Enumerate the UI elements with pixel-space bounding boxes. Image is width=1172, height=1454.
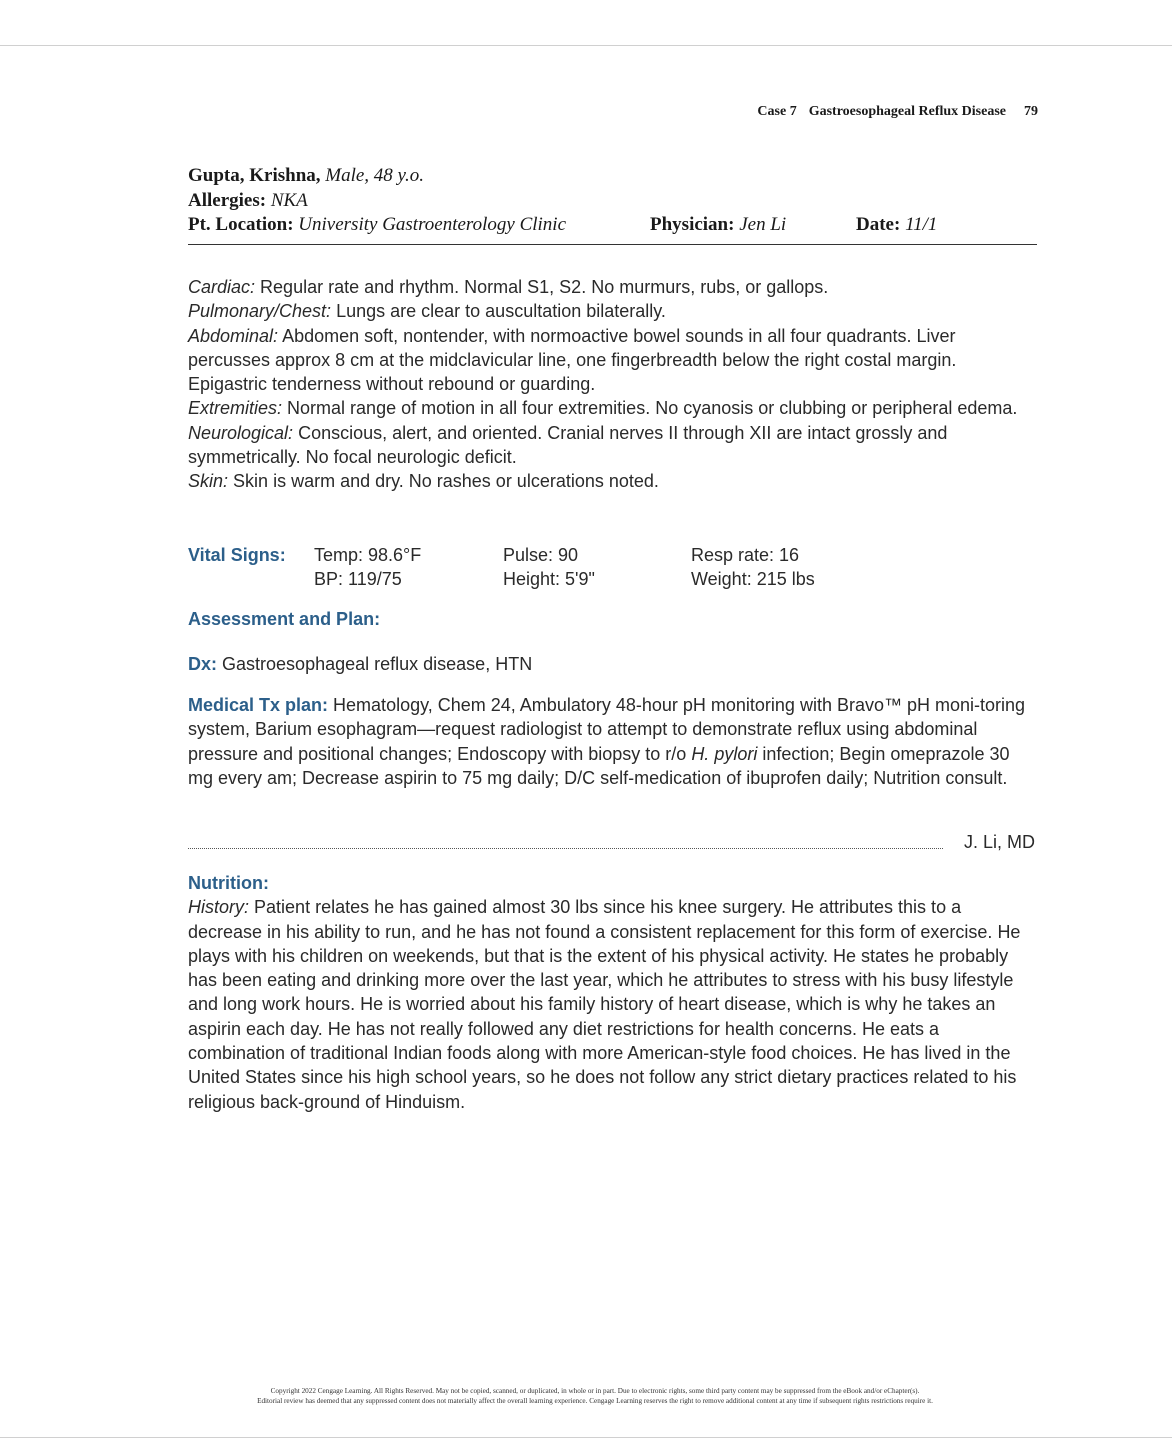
medical-tx-plan	[188, 693, 1038, 790]
exam-text: Lungs are clear to auscultation bilaterally.	[336, 301, 666, 322]
history-label: History:	[188, 897, 250, 918]
nutrition-section	[188, 871, 1038, 1114]
dx-label: Dx:	[188, 654, 218, 674]
history-text: Patient relates he has gained almost 30 lbs since his knee surgery. He attributes this to a decrease in his ability to run, and he has not found a consistent replacement for this form of exercise. He plays with his children on weekends, but that is the extent of his physical activity. He states he probably has been eating and drinking more over the last year, which he attributes to stress with his busy lifestyle and long work hours. He is worried about his family history of heart disease, which is why he takes an aspirin each day. He has not really followed any diet restrictions for health concerns. He eats a combination of traditional Indian foods along with more American-style food choices. He has lived in the United States since his high school years, so he does not follow any strict dietary practices related to his religious back-ground of Hinduism.	[188, 897, 1021, 1112]
exam-label: Skin:	[188, 471, 229, 492]
location-label: Pt. Location:	[188, 214, 294, 235]
vital-weight: Weight: 215 lbs	[691, 569, 815, 590]
patient-header	[188, 164, 1037, 238]
plan-text-1: Hematology, Chem 24, Ambulatory 48-hour pH monitoring with Bravo™ pH moni-toring system, Barium esophagram—request radiologist to attempt to demonstrate reflux using abdominal pressure and positional changes; Endoscopy with biopsy to r/o	[188, 695, 1026, 764]
location-value: University Gastroenterology Clinic	[298, 214, 567, 235]
location	[188, 213, 566, 238]
copyright-line-2: Editorial review has deemed that any suppressed content does not materially affect the overall learning experience. Cengage Learning reserves the right to remove additional content at any time if subsequent rights restrictions require it.	[257, 1397, 933, 1405]
vital-temp: Temp: 98.6°F	[314, 545, 422, 565]
date-label: Date:	[856, 214, 901, 235]
vital-pulse: Pulse: 90	[503, 545, 579, 565]
vital-height: Height: 5'9"	[503, 569, 595, 590]
signature-name: J. Li, MD	[963, 832, 1035, 852]
running-head	[745, 104, 1038, 120]
physician-value: Jen Li	[739, 214, 787, 235]
copyright-line-1: Copyright 2022 Cengage Learning. All Rights Reserved. May not be copied, scanned, or duplicated, in whole or in part. Due to electronic rights, some third party content may be suppressed from the eBook and/or eChapter(s).	[270, 1387, 920, 1395]
vital-bp: BP: 119/75	[314, 569, 402, 590]
physical-exam	[188, 275, 1038, 494]
case-number: Case 7	[757, 104, 797, 119]
location-physician-date-line	[188, 213, 1037, 238]
exam-label: Cardiac:	[188, 277, 256, 297]
allergies-label: Allergies:	[188, 189, 267, 211]
patient-sex-age: Male, 48 y.o.	[325, 165, 424, 186]
diagnosis	[188, 652, 1038, 676]
exam-text: Abdomen soft, nontender, with normoactive bowel sounds in all four quadrants. Liver percusses approx 8 cm at the midclavicular line, one fingerbreadth below the right costal margin. Epigastric tenderness without rebound or guarding.	[188, 325, 957, 395]
dotted-leader	[188, 848, 943, 849]
exam-text: Conscious, alert, and oriented. Cranial nerves II through XII are intact grossly and symmetrically. No focal neurologic deficit.	[188, 422, 948, 468]
exam-label: Extremities:	[188, 398, 283, 419]
assessment-heading: Assessment and Plan:	[188, 609, 381, 629]
copyright-notice	[170, 1386, 1020, 1406]
date-value: 11/1	[905, 214, 938, 235]
exam-text: Regular rate and rhythm. Normal S1, S2. No murmurs, rubs, or gallops.	[260, 277, 829, 297]
exam-label: Pulmonary/Chest:	[188, 301, 332, 322]
plan-label: Medical Tx plan:	[188, 695, 329, 715]
date	[856, 213, 937, 238]
patient-name-line	[188, 164, 1037, 189]
plan-text-2: infection; Begin omeprazole 30 mg every am; Decrease aspirin to 75 mg daily; D/C self-medication of ibuprofen daily; Nutrition consult.	[188, 743, 1010, 788]
chapter-title: Gastroesophageal Reflux Disease	[808, 104, 1006, 119]
header-rule	[188, 244, 1037, 245]
nutrition-heading: Nutrition:	[188, 873, 269, 893]
allergies-value: NKA	[270, 189, 308, 211]
plan-italic: H. pylori	[691, 743, 758, 764]
exam-skin	[188, 469, 1038, 493]
exam-label: Abdominal:	[188, 325, 279, 346]
nutrition-history	[188, 895, 1038, 1114]
physician-label: Physician:	[650, 214, 735, 235]
exam-extremities	[188, 396, 1038, 420]
exam-neurological	[188, 421, 1038, 470]
exam-text: Normal range of motion in all four extremities. No cyanosis or clubbing or peripheral edema.	[287, 398, 1018, 419]
page-number: 79	[1024, 104, 1038, 119]
exam-pulmonary	[188, 299, 1038, 323]
vital-signs-label: Vital Signs:	[188, 545, 286, 565]
dx-text: Gastroesophageal reflux disease, HTN	[222, 654, 533, 674]
exam-label: Neurological:	[188, 422, 294, 443]
exam-abdominal	[188, 324, 1038, 397]
bottom-divider	[0, 1437, 1172, 1438]
vital-resp: Resp rate: 16	[691, 545, 800, 565]
exam-text: Skin is warm and dry. No rashes or ulcerations noted.	[233, 471, 659, 492]
patient-name: Gupta, Krishna,	[188, 165, 321, 186]
physician	[650, 213, 786, 238]
top-divider	[0, 45, 1172, 46]
exam-cardiac	[188, 275, 1038, 299]
allergies-line	[188, 189, 1037, 214]
